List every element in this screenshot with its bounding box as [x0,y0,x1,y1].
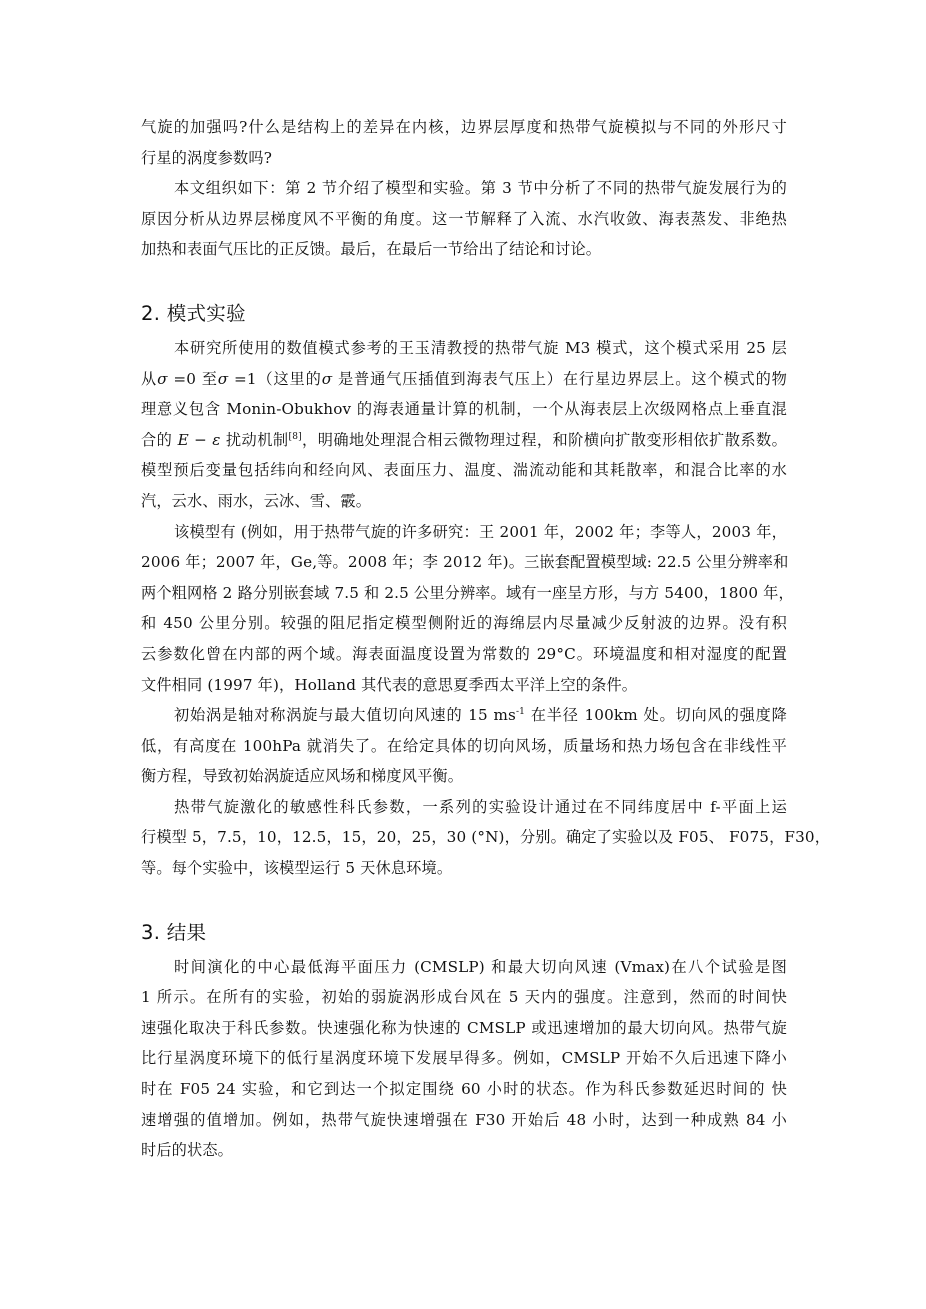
paragraph-line: 汽，云水、雨水，云冰、雪、霰。 [141,491,372,510]
paragraph-line: 时间演化的中心最低海平面压力 (CMSLP) 和最大切向风速 (Vmax)在八个试验是图 [174,957,787,976]
text-run: 是普通气压插值到海表气压上）在行星边界层上。这个模式的物 [332,369,788,388]
text-run: 扰动机制 [220,430,289,449]
section-3-heading: 3. 结果 [141,920,207,944]
sigma-symbol: σ [157,369,168,388]
paragraph-line: 本文组织如下：第 2 节介绍了模型和实验。第 3 节中分析了不同的热带气旋发展行为的 [174,179,787,198]
paragraph-line: 和 450 公里分别。较强的阻尼指定模型侧附近的海绵层内尽量减少反射波的边界。没有积 [141,614,787,633]
citation-ref: [8] [288,431,302,442]
paragraph-line [141,425,787,456]
paragraph-line: 等。每个实验中，该模型运行 5 天休息环境。 [141,859,453,878]
paragraph-line: 时后的状态。 [141,1141,234,1160]
paragraph-line: 原因分析从边界层梯度风不平衡的角度。这一节解释了入流、水汽收敛、海表蒸发、非绝热 [141,209,787,228]
paragraph-line: 模型预后变量包括纬向和经向风、表面压力、温度、湍流动能和其耗散率，和混合比率的水 [141,461,787,480]
paragraph-line: 衡方程，导致初始涡旋适应风场和梯度风平衡。 [141,767,464,786]
text-run: 从 [141,369,158,388]
paragraph-line: 1 所示。在所有的实验，初始的弱旋涡形成台风在 5 天内的强度。注意到，然而的时间快 [141,988,787,1007]
e-epsilon-symbol: E − ε [177,430,221,449]
paragraph-line: 比行星涡度环境下的低行星涡度环境下发展早得多。例如，CMSLP 开始不久后迅速下降小 [141,1049,787,1068]
text-run: =0 至 [167,369,218,388]
paragraph-line: 行模型 5，7.5，10，12.5，15，20，25，30 (°N)，分别。确定了实验以及 F05、 F075，F30， [141,828,831,847]
sigma-symbol: σ [217,369,229,388]
paragraph-line: 文件相同 (1997 年)，Holland 其代表的意思夏季西太平洋上空的条件。 [141,675,638,694]
text-run: ，明确地处理混合相云微物理过程，和阶横向扩散变形相依扩散系数。 [301,430,788,449]
paragraph-line: 2006 年；2007 年，Ge,等。2008 年；李 2012 年)。三嵌套配置模型域: 22.5 公里分辨率和 [141,553,789,572]
paragraph-line: 该模型有 (例如，用于热带气旋的许多研究：王 2001 年，2002 年；李等人，2003 年， [174,522,787,541]
paragraph-line: 两个粗网格 2 路分别嵌套域 7.5 和 2.5 公里分辨率。域有一座呈方形，与方 5400，1800 年， [141,583,794,602]
paragraph-line: 低，有高度在 100hPa 就消失了。在给定具体的切向风场，质量场和热力场包含在非线性平 [141,736,787,755]
intro-line: 气旋的加强吗?什么是结构上的差异在内核，边界层厚度和热带气旋模拟与不同的外形尺寸 [141,118,787,136]
paragraph-line [141,700,787,731]
text-run: =1（这里的 [228,369,322,388]
sigma-symbol: σ [321,369,333,388]
paragraph-line: 理意义包含 Monin-Obukhov 的海表通量计算的机制，一个从海表层上次级网格点上垂直混 [141,400,787,419]
text-run: 在半径 100km 处。切向风的强度降 [525,706,788,725]
section-2-heading: 2. 模式实验 [141,301,246,325]
text-run: 初始涡是轴对称涡旋与最大值切向风速的 15 ms [174,706,516,725]
unit-superscript: -1 [515,707,526,718]
paragraph-line: 速强化取决于科氏参数。快速强化称为快速的 CMSLP 或迅速增加的最大切向风。热带气旋 [141,1018,787,1037]
text-run: 合的 [141,430,178,449]
paragraph-line: 云参数化曾在内部的两个域。海表面温度设置为常数的 29°C。环境温度和相对湿度的配置 [141,644,787,663]
paragraph-line: 本研究所使用的数值模式参考的王玉清教授的热带气旋 M3 模式，这个模式采用 25 层 [174,338,787,357]
paragraph-line: 加热和表面气压比的正反馈。最后，在最后一节给出了结论和讨论。 [141,240,602,259]
paragraph-line: 速增强的值增加。例如，热带气旋快速增强在 F30 开始后 48 小时，达到一种成熟 84 小 [141,1110,787,1129]
intro-line: 行星的涡度参数吗? [141,148,272,167]
body-text [141,112,831,1166]
paragraph-line: 时在 F05 24 实验，和它到达一个拟定围绕 60 小时的状态。作为科氏参数延迟时间的 快 [141,1080,787,1099]
paragraph-line [141,364,787,395]
paragraph-line: 热带气旋激化的敏感性科氏参数，一系列的实验设计通过在不同纬度居中 f-平面上运 [174,797,787,816]
